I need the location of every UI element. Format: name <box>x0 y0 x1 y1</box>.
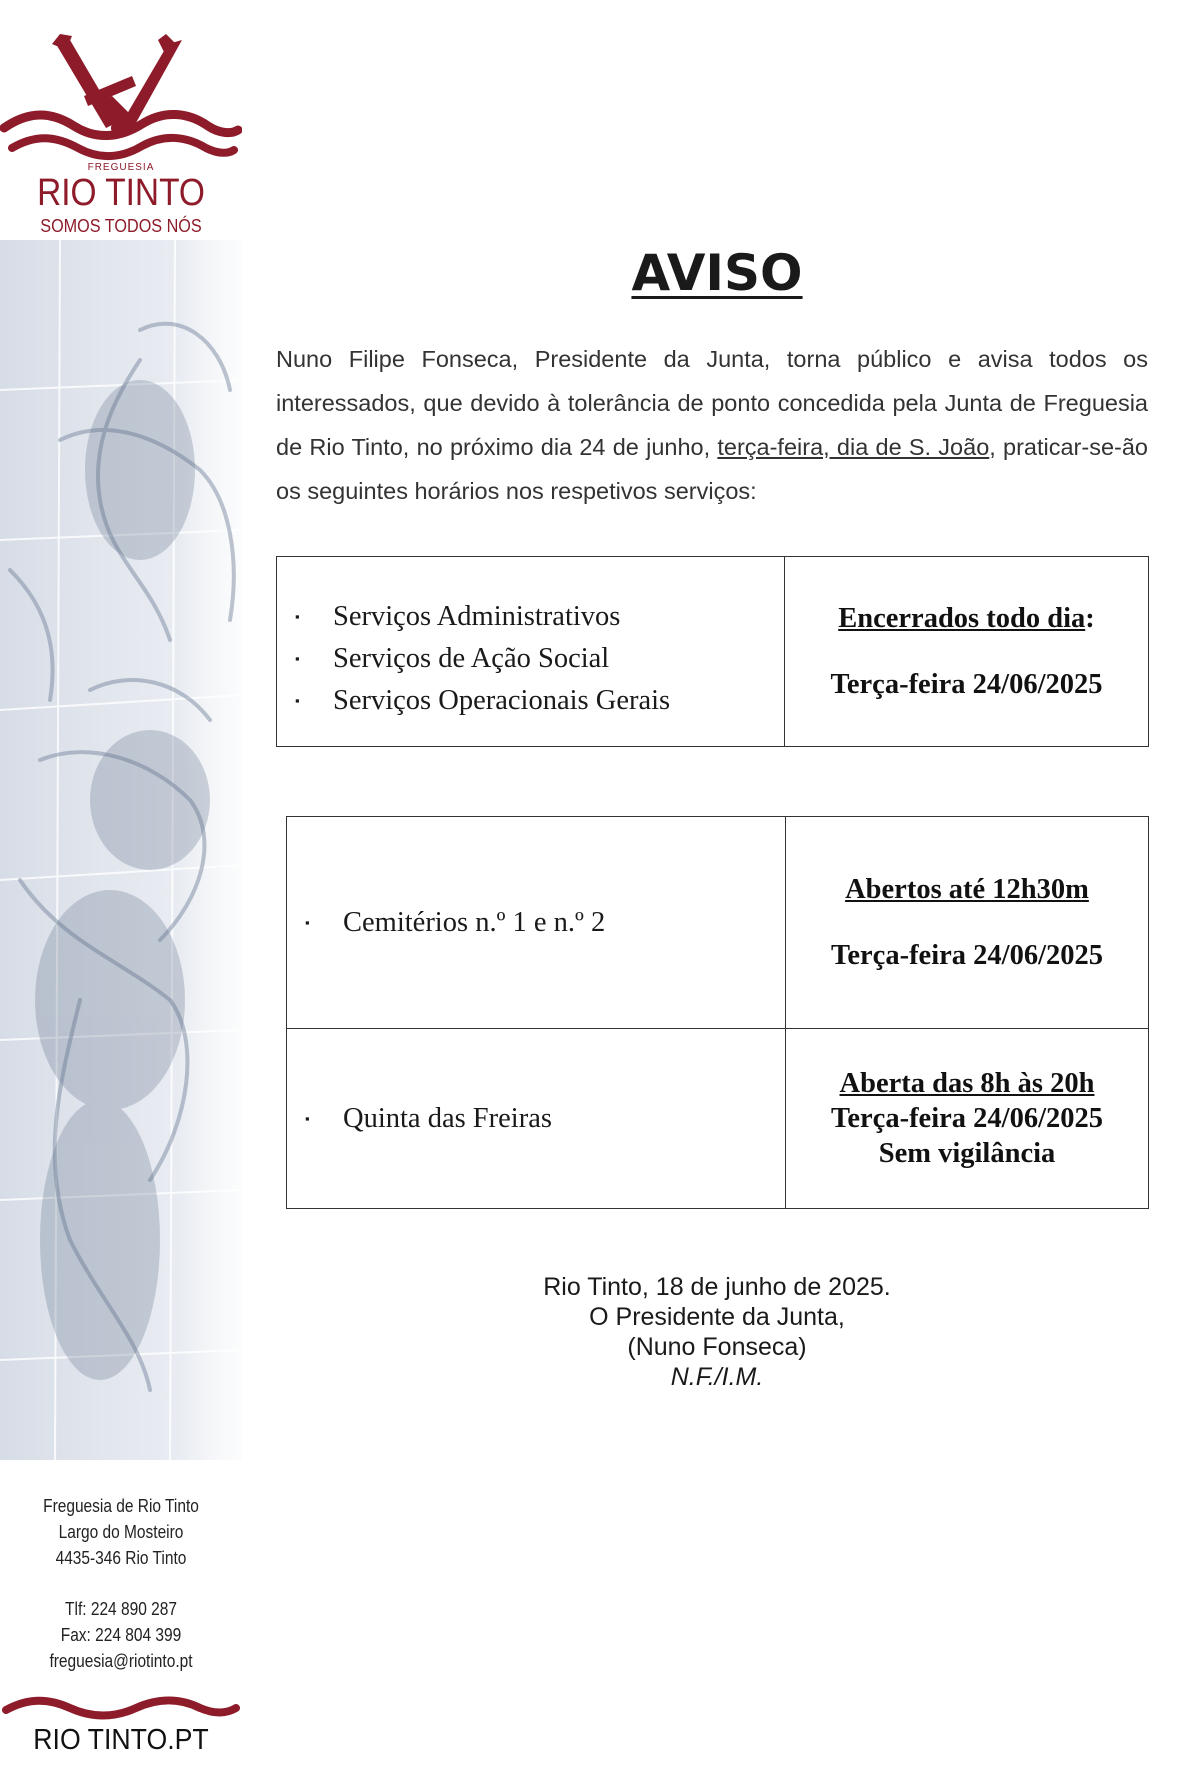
phone-line: Tlf: 224 890 287 <box>65 1599 177 1619</box>
sidebar <box>0 0 242 1784</box>
services-cell <box>277 557 785 747</box>
status-note: Sem vigilância <box>878 1138 1056 1169</box>
signoff-place-date: Rio Tinto, 18 de junho de 2025. <box>543 1273 891 1301</box>
signoff-block <box>276 1272 1158 1392</box>
azulejo-illustration <box>0 240 242 1460</box>
signoff-role: O Presidente da Junta, <box>589 1303 845 1331</box>
list-item: ▪ Serviços de Ação Social <box>277 638 784 680</box>
services-list <box>287 1098 785 1140</box>
list-item: ▪ Serviços Operacionais Gerais <box>277 680 784 722</box>
status-date: Terça-feira 24/06/2025 <box>830 939 1103 971</box>
rio-tinto-logo <box>0 30 242 236</box>
services-cell <box>287 817 786 1029</box>
crossed-swords-waves-icon <box>0 30 242 170</box>
status-heading: Aberta das 8h às 20h <box>839 1068 1095 1099</box>
list-item: ▪ Cemitérios n.º 1 e n.º 2 <box>287 902 785 944</box>
table-row <box>287 1029 1149 1209</box>
intro-paragraph <box>276 337 1148 513</box>
status-cell <box>786 817 1149 1029</box>
services-list <box>287 902 785 944</box>
services-list <box>277 596 784 722</box>
schedule-table-open <box>286 816 1149 1209</box>
contact-block <box>17 1596 225 1674</box>
logo-slogan: SOMOS TODOS NÓS <box>40 216 202 236</box>
schedule-table-closed <box>276 556 1149 747</box>
status-heading: Encerrados todo dia <box>838 602 1086 634</box>
address-block <box>17 1493 225 1571</box>
address-line: Freguesia de Rio Tinto <box>43 1496 199 1516</box>
logo-name: RIO TINTO <box>37 172 205 214</box>
address-line: 4435-346 Rio Tinto <box>55 1548 187 1568</box>
logo-small-text: FREGUESIA <box>87 162 155 173</box>
website-logo: RIO TINTO.PT <box>33 1724 209 1756</box>
status-cell <box>786 1029 1149 1209</box>
email-line: freguesia@riotinto.pt <box>49 1651 193 1671</box>
status-colon: : <box>1085 602 1095 634</box>
signoff-name: (Nuno Fonseca) <box>627 1333 807 1361</box>
page-title: AVISO <box>631 244 803 302</box>
intro-text-end: , praticar-se-ão os seguintes horários nos respetivos serviços: <box>276 434 1148 504</box>
table-row <box>287 817 1149 1029</box>
signoff-initials: N.F./I.M. <box>670 1363 764 1391</box>
table-row <box>277 557 1149 747</box>
status-date: Terça-feira 24/06/2025 <box>830 668 1103 700</box>
services-cell <box>287 1029 786 1209</box>
status-date: Terça-feira 24/06/2025 <box>830 1103 1103 1134</box>
list-item: ▪ Quinta das Freiras <box>287 1098 785 1140</box>
fax-line: Fax: 224 804 399 <box>60 1625 182 1645</box>
list-item: ▪ Serviços Administrativos <box>277 596 784 638</box>
intro-text: Nuno Filipe Fonseca, Presidente da Junta, torna público e avisa todos os interessados, que devido à tolerância de ponto concedida pela Junta de Freguesia de Rio Tinto, no próximo dia 24 de junho, <box>276 346 1148 460</box>
status-cell <box>785 557 1149 747</box>
status-heading: Abertos até 12h30m <box>845 873 1089 905</box>
intro-underlined-date: terça-feira, dia de S. João <box>717 434 990 460</box>
address-line: Largo do Mosteiro <box>58 1522 184 1542</box>
